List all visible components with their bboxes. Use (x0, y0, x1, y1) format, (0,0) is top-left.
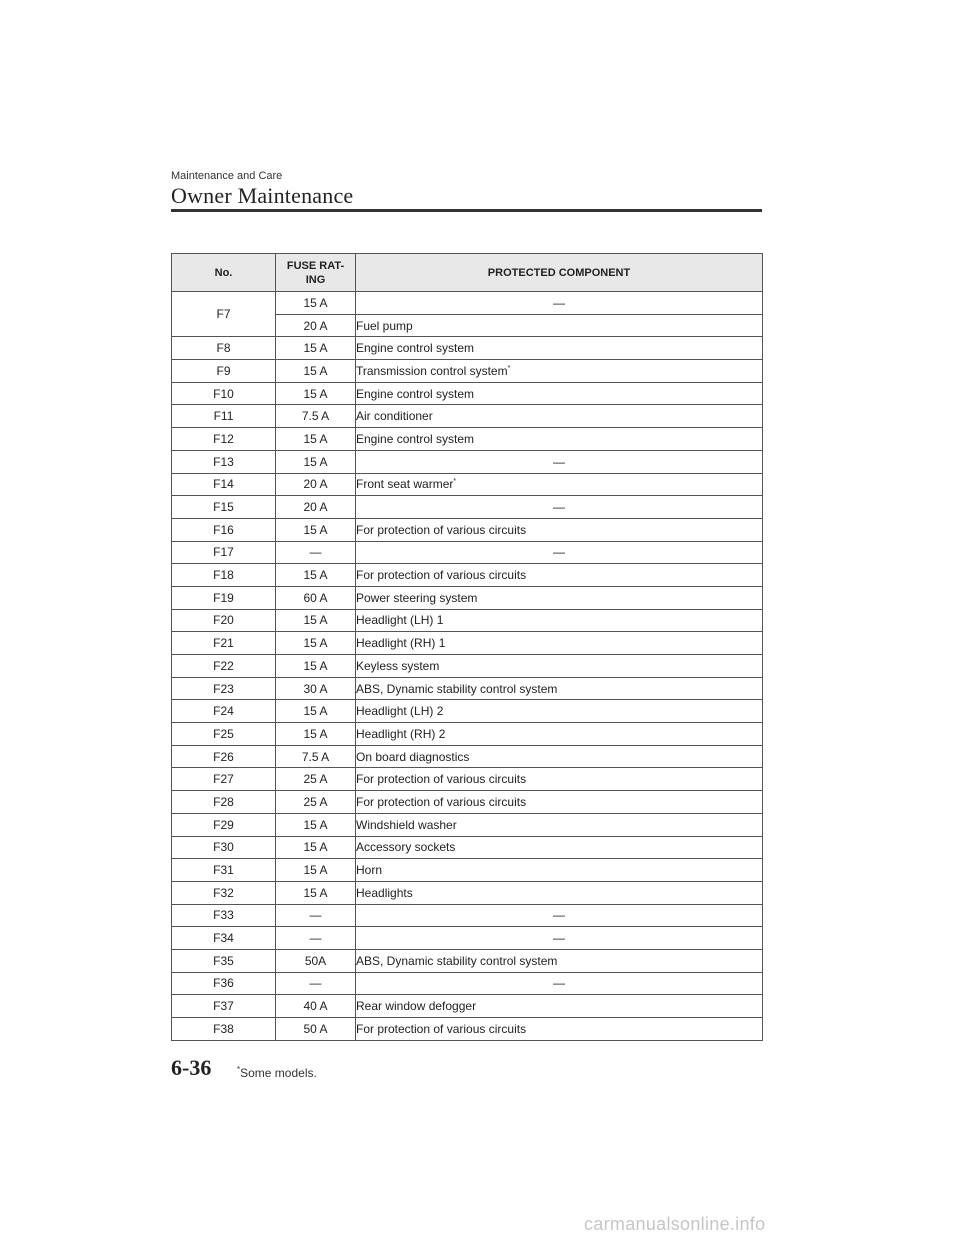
component-text: Headlight (LH) 1 (356, 613, 444, 628)
cell-fuse-number: F37 (172, 995, 276, 1018)
component-text: Fuel pump (356, 318, 413, 333)
table-row (172, 609, 763, 632)
cell-fuse-number: F19 (172, 586, 276, 609)
component-text: — (553, 976, 565, 991)
cell-fuse-number: F35 (172, 949, 276, 972)
component-text: For protection of various circuits (356, 772, 527, 787)
cell-protected-component (356, 745, 763, 768)
component-text: For protection of various circuits (356, 794, 527, 809)
cell-protected-component (356, 927, 763, 950)
cell-fuse-number: F22 (172, 655, 276, 678)
cell-protected-component (356, 450, 763, 473)
cell-fuse-rating: 15 A (276, 881, 356, 904)
component-text: For protection of various circuits (356, 568, 527, 583)
cell-fuse-rating: 50 A (276, 1018, 356, 1041)
cell-fuse-rating: 15 A (276, 609, 356, 632)
cell-protected-component (356, 904, 763, 927)
header-divider (171, 209, 762, 212)
some-models-mark: * (507, 364, 511, 372)
table-row (172, 881, 763, 904)
cell-protected-component (356, 700, 763, 723)
cell-fuse-rating: 15 A (276, 813, 356, 836)
cell-protected-component (356, 836, 763, 859)
table-row (172, 450, 763, 473)
component-text: Engine control system (356, 386, 475, 401)
cell-fuse-number: F27 (172, 768, 276, 791)
cell-fuse-number: F30 (172, 836, 276, 859)
table-row (172, 1018, 763, 1041)
cell-protected-component (356, 813, 763, 836)
cell-fuse-number: F23 (172, 677, 276, 700)
cell-fuse-rating: 15 A (276, 836, 356, 859)
table-row (172, 473, 763, 496)
component-text: Accessory sockets (356, 840, 456, 855)
cell-fuse-number: F12 (172, 428, 276, 451)
cell-fuse-rating: — (276, 904, 356, 927)
cell-fuse-number: F20 (172, 609, 276, 632)
cell-protected-component (356, 632, 763, 655)
cell-fuse-rating: 15 A (276, 382, 356, 405)
table-row (172, 564, 763, 587)
cell-protected-component (356, 723, 763, 746)
cell-protected-component (356, 314, 763, 337)
cell-fuse-rating: 40 A (276, 995, 356, 1018)
cell-protected-component (356, 428, 763, 451)
cell-protected-component (356, 949, 763, 972)
cell-protected-component (356, 972, 763, 995)
page-title: Owner Maintenance (171, 183, 354, 208)
component-text: ABS, Dynamic stability control system (356, 953, 558, 968)
cell-fuse-rating: 25 A (276, 791, 356, 814)
cell-protected-component (356, 473, 763, 496)
cell-protected-component (356, 1018, 763, 1041)
cell-fuse-number: F31 (172, 859, 276, 882)
table-row (172, 813, 763, 836)
table-row (172, 995, 763, 1018)
component-text: Engine control system (356, 431, 475, 446)
table-row (172, 632, 763, 655)
cell-fuse-rating: — (276, 972, 356, 995)
cell-fuse-rating: 15 A (276, 428, 356, 451)
component-text: Power steering system (356, 590, 478, 605)
cell-fuse-rating: — (276, 541, 356, 564)
cell-fuse-rating: 15 A (276, 859, 356, 882)
cell-fuse-number: F16 (172, 518, 276, 541)
component-text: ABS, Dynamic stability control system (356, 681, 558, 696)
table-header-row (172, 254, 763, 292)
footnote-text: Some models. (240, 1066, 317, 1080)
cell-fuse-rating: 15 A (276, 700, 356, 723)
component-text: — (553, 545, 565, 560)
cell-fuse-number: F15 (172, 496, 276, 519)
table-row (172, 360, 763, 383)
component-text: Windshield washer (356, 817, 457, 832)
cell-fuse-rating: 7.5 A (276, 745, 356, 768)
component-text: Transmission control system (356, 363, 508, 378)
cell-protected-component (356, 360, 763, 383)
component-text: For protection of various circuits (356, 522, 527, 537)
component-text: Horn (356, 863, 383, 878)
table-row (172, 745, 763, 768)
cell-fuse-rating: 60 A (276, 586, 356, 609)
table-row (172, 859, 763, 882)
component-text: Headlight (LH) 2 (356, 704, 444, 719)
cell-fuse-rating: 30 A (276, 677, 356, 700)
section-label: Maintenance and Care (171, 170, 283, 182)
cell-protected-component (356, 881, 763, 904)
cell-fuse-rating: 15 A (276, 655, 356, 678)
component-text: Headlights (356, 885, 413, 900)
cell-fuse-number: F38 (172, 1018, 276, 1041)
cell-fuse-rating: 15 A (276, 518, 356, 541)
table-row (172, 836, 763, 859)
table-row (172, 972, 763, 995)
cell-fuse-number: F11 (172, 405, 276, 428)
table-row (172, 655, 763, 678)
cell-fuse-rating: 15 A (276, 292, 356, 315)
cell-protected-component (356, 768, 763, 791)
cell-fuse-rating: 15 A (276, 360, 356, 383)
cell-fuse-number: F29 (172, 813, 276, 836)
table-row (172, 518, 763, 541)
cell-fuse-rating: 15 A (276, 450, 356, 473)
table-row (172, 586, 763, 609)
component-text: — (553, 295, 565, 310)
table-row (172, 382, 763, 405)
cell-fuse-rating: 50A (276, 949, 356, 972)
cell-protected-component (356, 405, 763, 428)
cell-fuse-number: F21 (172, 632, 276, 655)
cell-protected-component (356, 609, 763, 632)
table-row (172, 904, 763, 927)
cell-fuse-rating: 15 A (276, 723, 356, 746)
table-row (172, 700, 763, 723)
cell-fuse-number: F14 (172, 473, 276, 496)
cell-protected-component (356, 995, 763, 1018)
cell-fuse-number: F33 (172, 904, 276, 927)
fuse-table-body (172, 292, 763, 1041)
column-header-protected-component: PROTECTED COMPONENT (356, 254, 763, 292)
cell-fuse-number: F26 (172, 745, 276, 768)
table-row (172, 927, 763, 950)
cell-fuse-rating: 15 A (276, 632, 356, 655)
cell-fuse-rating: — (276, 927, 356, 950)
table-row (172, 677, 763, 700)
cell-fuse-number: F9 (172, 360, 276, 383)
component-text: Rear window defogger (356, 999, 477, 1014)
cell-fuse-number: F8 (172, 337, 276, 360)
component-text: Front seat warmer (356, 477, 454, 492)
cell-fuse-number: F13 (172, 450, 276, 473)
cell-fuse-rating: 25 A (276, 768, 356, 791)
table-row (172, 723, 763, 746)
table-row (172, 496, 763, 519)
table-row (172, 541, 763, 564)
some-models-mark: * (453, 478, 457, 486)
column-header-fuse-rating: FUSE RAT- ING (276, 254, 356, 292)
cell-fuse-number: F36 (172, 972, 276, 995)
component-text: Air conditioner (356, 409, 433, 424)
table-row (172, 949, 763, 972)
cell-fuse-number: F7 (172, 292, 276, 337)
cell-fuse-rating: 15 A (276, 564, 356, 587)
cell-fuse-number: F10 (172, 382, 276, 405)
cell-fuse-number: F28 (172, 791, 276, 814)
cell-fuse-rating: 20 A (276, 473, 356, 496)
page-header (171, 170, 761, 209)
component-text: For protection of various circuits (356, 1021, 527, 1036)
cell-protected-component (356, 677, 763, 700)
cell-protected-component (356, 586, 763, 609)
cell-fuse-number: F17 (172, 541, 276, 564)
cell-fuse-number: F32 (172, 881, 276, 904)
footnote (237, 1065, 317, 1080)
cell-protected-component (356, 655, 763, 678)
watermark: carmanualsonline.info (584, 1214, 766, 1234)
cell-protected-component (356, 859, 763, 882)
cell-fuse-number: F34 (172, 927, 276, 950)
cell-fuse-number: F18 (172, 564, 276, 587)
table-row (172, 791, 763, 814)
component-text: — (553, 500, 565, 515)
cell-protected-component (356, 791, 763, 814)
component-text: Headlight (RH) 2 (356, 726, 446, 741)
cell-protected-component (356, 292, 763, 315)
table-row (172, 768, 763, 791)
component-text: Engine control system (356, 341, 475, 356)
cell-protected-component (356, 382, 763, 405)
cell-protected-component (356, 518, 763, 541)
footnote-mark: * (237, 1065, 241, 1074)
cell-protected-component (356, 337, 763, 360)
cell-fuse-rating: 20 A (276, 314, 356, 337)
cell-fuse-rating: 20 A (276, 496, 356, 519)
fuse-table (171, 253, 763, 1041)
table-row (172, 428, 763, 451)
cell-protected-component (356, 541, 763, 564)
table-row (172, 292, 763, 315)
component-text: — (553, 908, 565, 923)
cell-protected-component (356, 496, 763, 519)
page-number: 6-36 (171, 1055, 212, 1080)
component-text: Keyless system (356, 658, 440, 673)
cell-fuse-rating: 7.5 A (276, 405, 356, 428)
cell-protected-component (356, 564, 763, 587)
component-text: Headlight (RH) 1 (356, 636, 446, 651)
component-text: — (553, 931, 565, 946)
cell-fuse-number: F24 (172, 700, 276, 723)
component-text: — (553, 454, 565, 469)
table-row (172, 405, 763, 428)
cell-fuse-rating: 15 A (276, 337, 356, 360)
table-row (172, 337, 763, 360)
cell-fuse-number: F25 (172, 723, 276, 746)
column-header-no: No. (172, 254, 276, 292)
component-text: On board diagnostics (356, 749, 470, 764)
